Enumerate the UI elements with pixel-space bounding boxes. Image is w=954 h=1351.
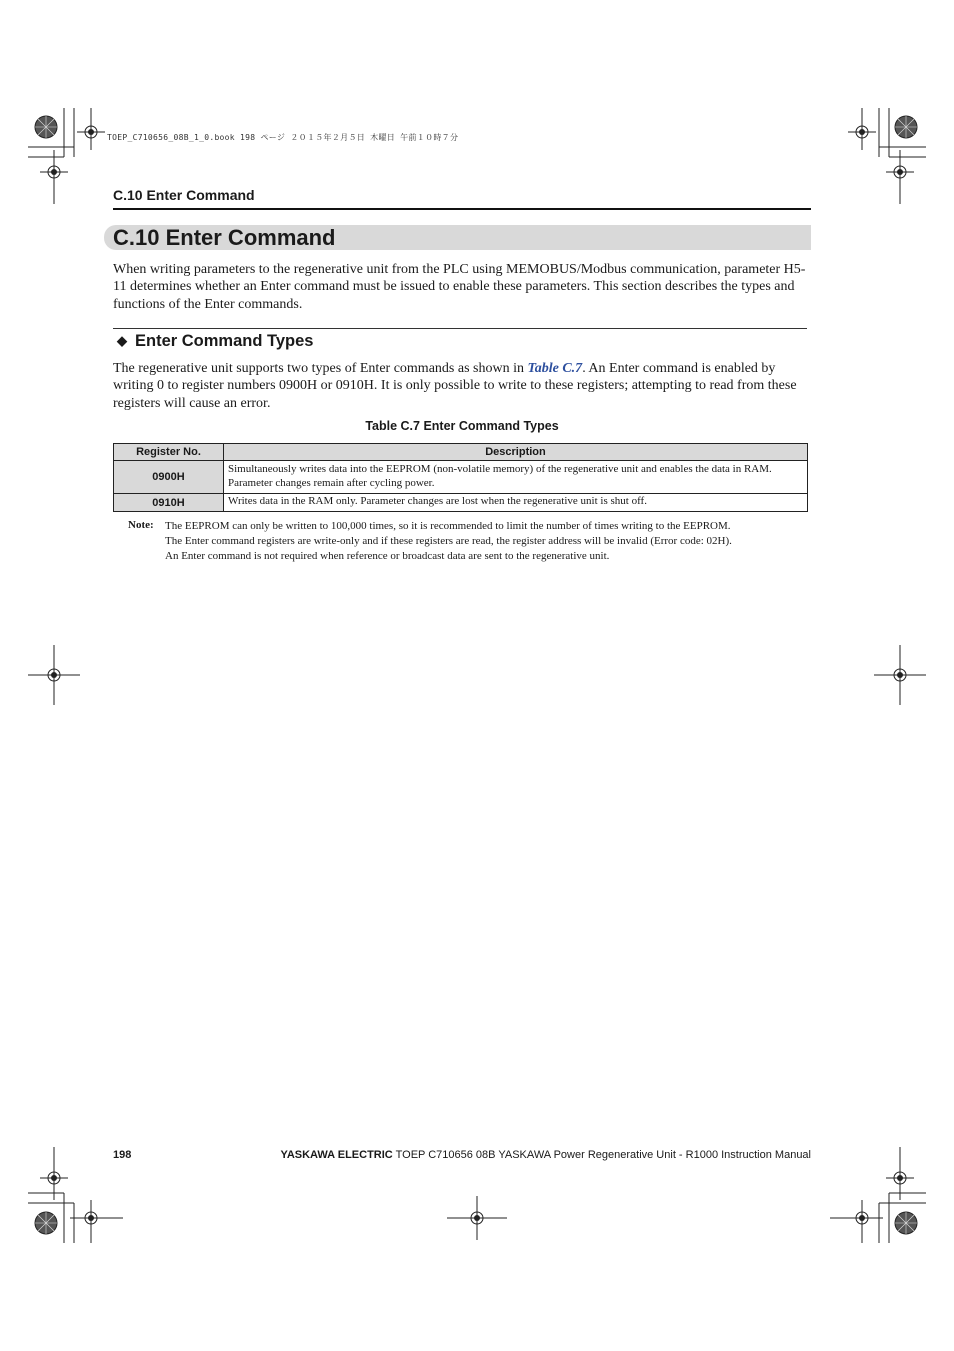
note-label: Note: (128, 519, 154, 531)
footer-manual-title: TOEP C710656 08B YASKAWA Power Regenerative Unit - R1000 Instruction Manual (392, 1149, 811, 1161)
color-target-icon-top-right (895, 116, 917, 138)
table-header-row (114, 444, 808, 461)
note-line: The Enter command registers are write-only and if these registers are read, the register address will be invalid (Error code: 02H). (165, 534, 732, 547)
paragraph-text-before: The regenerative unit supports two types of Enter commands as shown in (113, 361, 528, 376)
column-header-description: Description (224, 444, 808, 461)
note-line: The EEPROM can only be written to 100,000 times, so it is recommended to limit the number of times writing to the EEPROM. (165, 520, 731, 532)
register-cell: 0910H (114, 494, 224, 512)
paragraph-text-after: . An Enter command is enabled by writing 0 to register numbers 0900H or 0910H. It is only possible to write to these registers; attempting to read from these registers will cause an error. (113, 361, 797, 411)
header-rule (113, 208, 811, 210)
subsection-paragraph (113, 360, 810, 412)
footer-brand: YASKAWA ELECTRIC (280, 1149, 393, 1161)
column-header-register: Register No. (114, 444, 224, 461)
intro-paragraph: When writing parameters to the regenerative unit from the PLC using MEMOBUS/Modbus communication, parameter H5-11 determines whether an Enter command must be issued to enable these parameters. This section describes the types and functions of the Enter commands. (113, 262, 806, 312)
diamond-bullet-icon: ◆ (117, 333, 127, 348)
table-row (114, 461, 808, 494)
note-text (165, 519, 805, 563)
table-cross-reference-link[interactable]: Table C.7 (527, 361, 583, 376)
subsection-rule (113, 328, 807, 329)
subsection-title: Enter Command Types (135, 332, 314, 350)
subsection-heading (117, 331, 313, 352)
description-cell: Writes data in the RAM only. Parameter changes are lost when the regenerative unit is shut off. (224, 494, 808, 512)
note-line: An Enter command is not required when reference or broadcast data are sent to the regenerative unit. (165, 549, 610, 562)
color-target-icon-top-left (35, 116, 57, 138)
page-number: 198 (113, 1149, 132, 1161)
table-row (114, 494, 808, 512)
color-target-icon-bottom-right (895, 1212, 917, 1234)
page-footer (281, 1149, 812, 1161)
color-target-icon-bottom-left (35, 1212, 57, 1234)
description-cell: Simultaneously writes data into the EEPROM (non-volatile memory) of the regenerative unit and enables the data in RAM. Parameter changes remain after cycling power. (224, 461, 808, 494)
enter-command-table (113, 443, 808, 512)
table-caption: Table C.7 Enter Command Types (365, 419, 559, 433)
register-cell: 0900H (114, 461, 224, 494)
printer-slug: TOEP_C710656_08B_1_0.book 198 ページ ２０１５年２月５日 木曜日 午前１０時７分 (107, 133, 459, 142)
running-header: C.10 Enter Command (113, 187, 255, 203)
section-title: C.10 Enter Command (113, 225, 336, 250)
